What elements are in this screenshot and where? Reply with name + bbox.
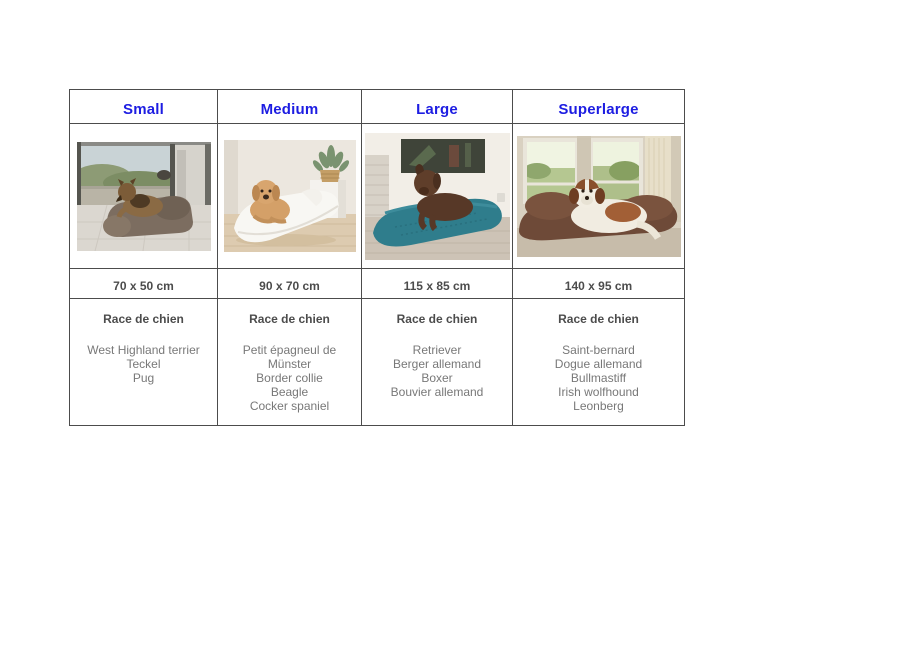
breed-list — [513, 343, 684, 413]
breed-list — [362, 343, 512, 399]
breed-item: Cocker spaniel — [249, 399, 330, 413]
dog-bed-size-table — [69, 89, 685, 426]
breed-list — [218, 343, 361, 413]
breed-item: Irish wolfhound — [558, 385, 639, 399]
column-header-label: Large — [416, 100, 458, 118]
photo-cell-small — [70, 124, 218, 269]
breed-item: Leonberg — [573, 399, 624, 413]
breed-list — [70, 343, 217, 385]
breed-item: Teckel — [126, 357, 161, 371]
size-cell-small — [70, 269, 218, 299]
breed-item: West Highland terrier — [87, 343, 200, 357]
breed-item: Beagle — [270, 385, 309, 399]
column-header-label: Medium — [260, 100, 319, 118]
breed-item: Berger allemand — [392, 357, 482, 371]
column-header-large — [362, 90, 513, 124]
large-bed-photo — [365, 133, 510, 260]
breeds-cell-medium — [218, 299, 362, 426]
size-value: 115 x 85 cm — [403, 279, 471, 293]
size-value: 140 x 95 cm — [564, 279, 633, 293]
column-header-small — [70, 90, 218, 124]
breed-item: Retriever — [412, 343, 462, 357]
breed-heading: Race de chien — [558, 312, 639, 326]
photo-cell-medium — [218, 124, 362, 269]
photo-cell-superlarge — [513, 124, 685, 269]
breeds-cell-superlarge — [513, 299, 685, 426]
breed-item: Saint-bernard — [562, 343, 635, 357]
medium-bed-photo — [224, 140, 356, 252]
breed-heading: Race de chien — [396, 312, 478, 326]
breed-heading: Race de chien — [103, 312, 184, 326]
column-header-medium — [218, 90, 362, 124]
small-bed-photo — [77, 142, 211, 251]
breed-item: Border collie — [256, 371, 323, 385]
column-header-label: Superlarge — [558, 100, 639, 118]
size-cell-large — [362, 269, 513, 299]
size-value: 70 x 50 cm — [113, 279, 174, 293]
breeds-cell-small — [70, 299, 218, 426]
superlarge-bed-photo — [517, 136, 681, 257]
breeds-cell-large — [362, 299, 513, 426]
breed-item: Pug — [132, 371, 155, 385]
column-header-superlarge — [513, 90, 685, 124]
size-cell-superlarge — [513, 269, 685, 299]
breed-item: Dogue allemand — [554, 357, 643, 371]
size-cell-medium — [218, 269, 362, 299]
breed-heading: Race de chien — [249, 312, 330, 326]
breed-item: Bouvier allemand — [390, 385, 484, 399]
photo-cell-large — [362, 124, 513, 269]
breed-item: Boxer — [421, 371, 453, 385]
breed-item: Bullmastiff — [570, 371, 627, 385]
size-value: 90 x 70 cm — [259, 279, 320, 293]
column-header-label: Small — [122, 100, 165, 118]
breed-item: Petit épagneul de Münster — [242, 343, 337, 371]
